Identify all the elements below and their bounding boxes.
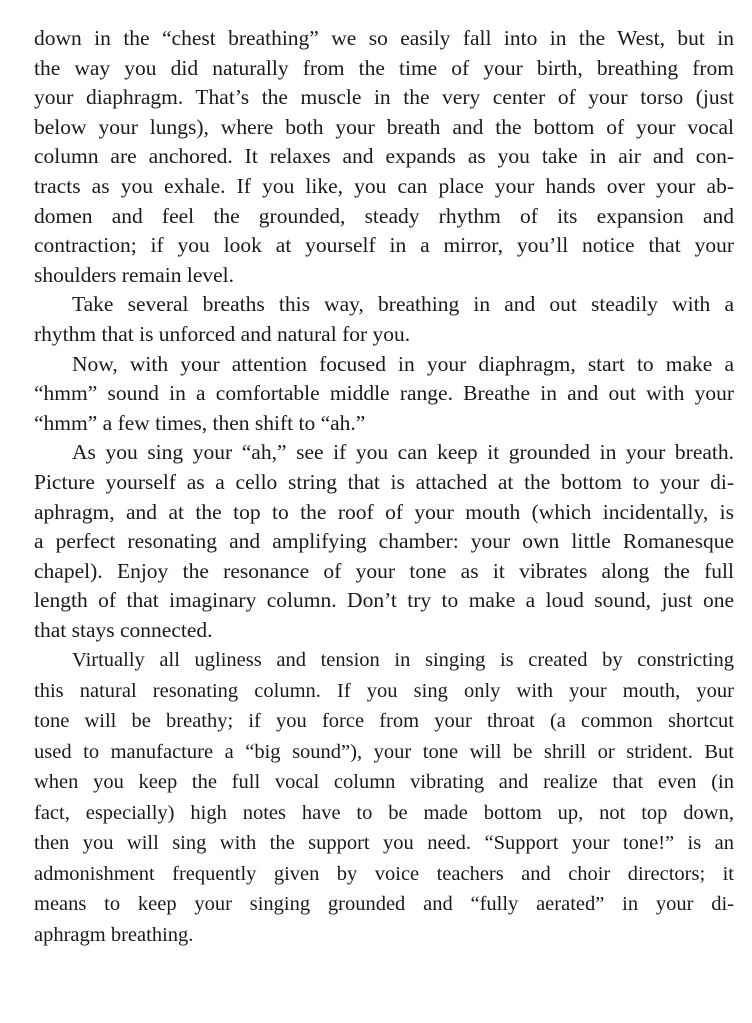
text-line: used to manufacture a “big sound”), your tone will be shrill or strident. But bbox=[34, 740, 734, 763]
text-line: tone will be breathy; if you force from your throat (a common shortcut bbox=[34, 710, 734, 733]
paragraph-1 bbox=[34, 24, 734, 290]
paragraph-5 bbox=[34, 645, 734, 950]
text-line: admonishment frequently given by voice teachers and choir directors; it bbox=[34, 862, 734, 885]
text-line: shoulders remain level. bbox=[34, 262, 235, 287]
text-line: “hmm” sound in a comfortable middle range. Breathe in and out with your bbox=[34, 381, 734, 406]
text-line: tracts as you exhale. If you like, you can place your hands over your ab- bbox=[34, 173, 734, 198]
text-line: down in the “chest breathing” we so easily fall into in the West, but in bbox=[34, 26, 734, 50]
text-line: fact, especially) high notes have to be made bottom up, not top down, bbox=[34, 801, 734, 824]
text-line: contraction; if you look at yourself in a mirror, you’ll notice that your bbox=[34, 233, 734, 258]
text-line: Picture yourself as a cello string that is attached at the bottom to your di- bbox=[34, 469, 734, 494]
text-line: aphragm breathing. bbox=[34, 923, 194, 946]
text-line: below your lungs), where both your breath and the bottom of your vocal bbox=[34, 114, 734, 139]
text-line: when you keep the full vocal column vibrating and realize that even (in bbox=[34, 771, 734, 794]
text-line: “hmm” a few times, then shift to “ah.” bbox=[34, 410, 366, 435]
book-page bbox=[34, 24, 734, 950]
text-line: column are anchored. It relaxes and expands as you take in air and con- bbox=[34, 144, 734, 169]
text-line: that stays connected. bbox=[34, 617, 213, 642]
text-line: domen and feel the grounded, steady rhythm of its expansion and bbox=[34, 203, 734, 228]
text-line: the way you did naturally from the time of your birth, breathing from bbox=[34, 55, 734, 80]
text-line: a perfect resonating and amplifying chamber: your own little Romanesque bbox=[34, 529, 734, 554]
text-line: aphragm, and at the top to the roof of your mouth (which incidentally, is bbox=[34, 499, 734, 524]
text-line: Virtually all ugliness and tension in singing is created by constricting bbox=[72, 649, 734, 672]
text-line: length of that imaginary column. Don’t try to make a loud sound, just one bbox=[34, 588, 734, 613]
text-line: As you sing your “ah,” see if you can keep it grounded in your breath. bbox=[72, 440, 734, 465]
paragraph-2 bbox=[34, 290, 734, 349]
paragraph-3 bbox=[34, 350, 734, 439]
paragraph-4 bbox=[34, 438, 734, 645]
text-line: rhythm that is unforced and natural for you. bbox=[34, 321, 411, 346]
text-line: Now, with your attention focused in your diaphragm, start to make a bbox=[72, 351, 734, 376]
text-line: means to keep your singing grounded and “fully aerated” in your di- bbox=[34, 893, 734, 916]
text-line: chapel). Enjoy the resonance of your tone as it vibrates along the full bbox=[34, 558, 734, 583]
text-line: then you will sing with the support you need. “Support your tone!” is an bbox=[34, 832, 734, 855]
text-line: your diaphragm. That’s the muscle in the very center of your torso (just bbox=[34, 85, 734, 110]
text-line: this natural resonating column. If you sing only with your mouth, your bbox=[34, 679, 734, 702]
text-line: Take several breaths this way, breathing in and out steadily with a bbox=[72, 292, 734, 317]
